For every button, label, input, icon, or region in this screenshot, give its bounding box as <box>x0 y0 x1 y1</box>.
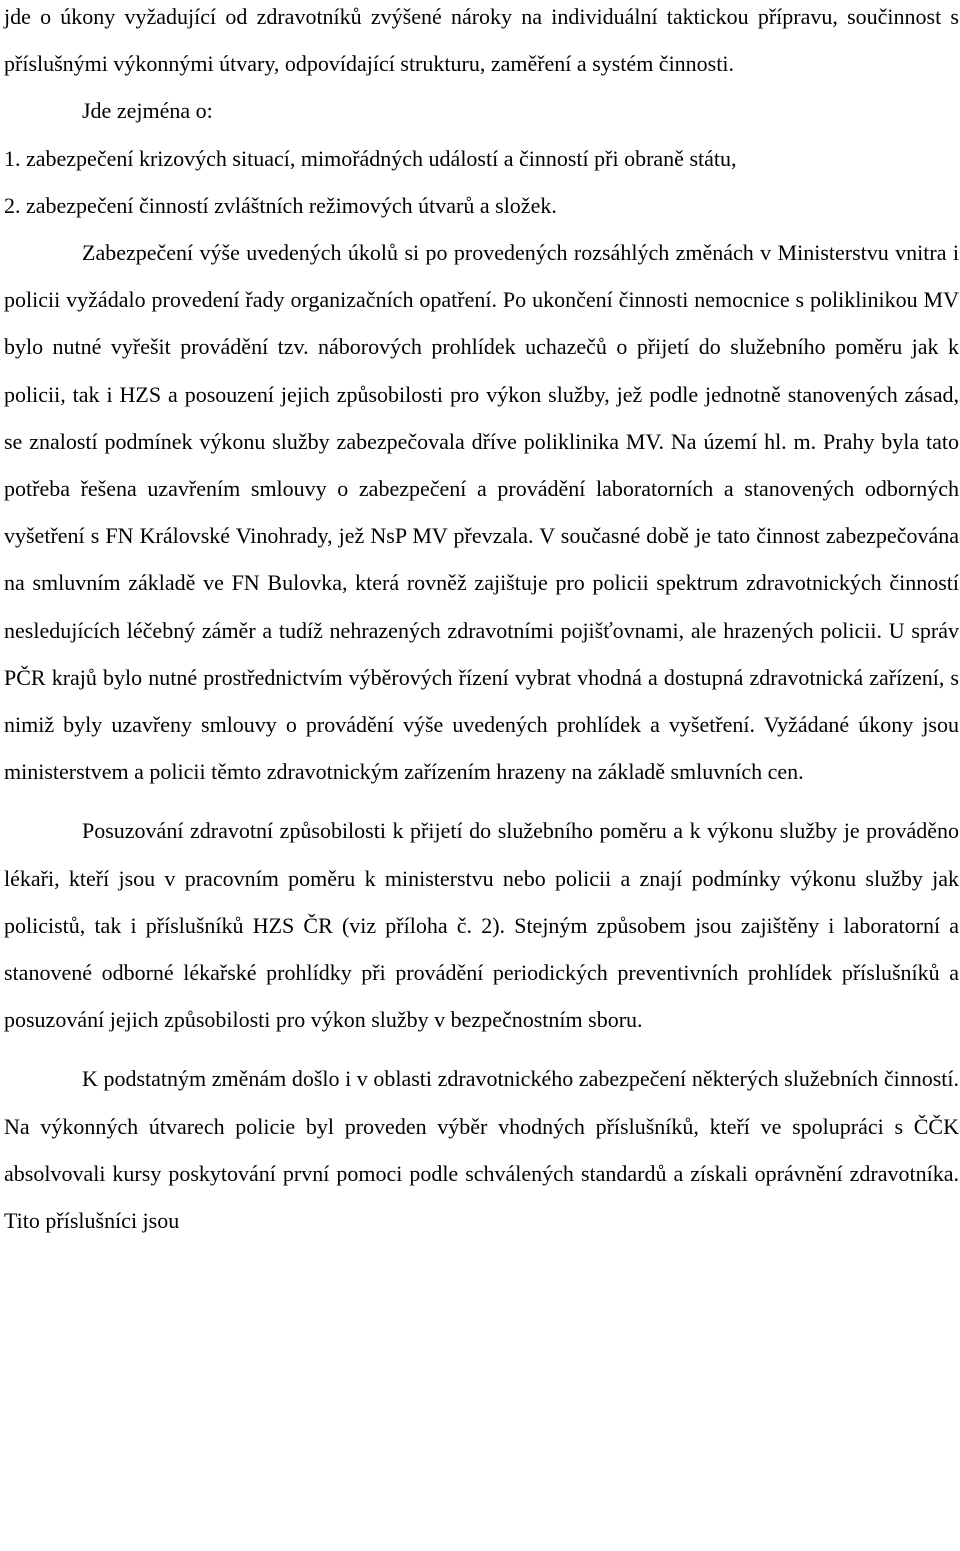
opening-paragraph: jde o úkony vyžadující od zdravotníků zvýšené nároky na individuální taktickou přípravu, součinnost s příslušnými výkonnými útvary, odpovídající strukturu, zaměření a systém činnosti. <box>4 4 959 77</box>
document-page <box>4 0 959 1244</box>
list-item-1: 1. zabezpečení krizových situací, mimořádných událostí a činností při obraně státu, <box>4 145 737 171</box>
paragraph-requirements: Zabezpečení výše uvedených úkolů si po provedených rozsáhlých změnách v Ministerstvu vnitra i policii vyžádalo provedení řady organizačních opatření. Po ukončení činnosti nemocnice s poliklinikou MV bylo nutné vyřešit provádění tzv. náborových prohlídek uchazečů o přijetí do služebního poměru jak k policii, tak i HZS a posouzení jejich způsobilosti pro výkon služby, jež podle jednotně stanovených zásad, se znalostí podmínek výkonu služby zabezpečovala dříve poliklinika MV. Na území hl. m. Prahy byla tato potřeba řešena uzavřením smlouvy o zabezpečení a provádění laboratorních a stanovených odborných vyšetření s FN Královské Vinohrady, jež NsP MV převzala. V současné době je tato činnost zabezpečována na smluvním základě ve FN Bulovka, která rovněž zajištuje pro policii spektrum zdravotnických činností nesledujících léčebný záměr a tudíž nehrazených zdravotními pojišťovnami, ale hrazených policii. U správ PČR krajů bylo nutné prostřednictvím výběrových řízení vybrat vhodná a dostupná zdravotnická zařízení, s nimiž byly uzavřeny smlouvy o provádění výše uvedených prohlídek a vyšetření. Vyžádané úkony jsou ministerstvem a policii těmto zdravotnickým zařízením hrazeny na základě smluvních cen. <box>4 240 959 785</box>
paragraph-first-aid: K podstatným změnám došlo i v oblasti zdravotnického zabezpečení některých služebních činností. Na výkonných útvarech policie byl proveden výběr vhodných příslušníků, kteří ve spolupráci s ČČK absolvovali kursy poskytování první pomoci podle schválených standardů a získali oprávnění zdravotníka. Tito příslušníci jsou <box>4 1066 959 1234</box>
paragraph-medical-fitness: Posuzování zdravotní způsobilosti k přijetí do služebního poměru a k výkonu služby je prováděno lékaři, kteří jsou v pracovním poměru k ministerstvu nebo policii a znají podmínky výkonu služby jak policistů, tak i příslušníků HZS ČR (viz příloha č. 2). Stejným způsobem jsou zajištěny i laboratorní a stanovené odborné lékařské prohlídky při provádění periodických preventivních prohlídek příslušníků a posuzování jejich způsobilosti pro výkon služby v bezpečnostním sboru. <box>4 818 959 1033</box>
list-item-2: 2. zabezpečení činností zvláštních režimových útvarů a složek. <box>4 192 557 218</box>
list-intro: Jde zejména o: <box>82 98 213 124</box>
